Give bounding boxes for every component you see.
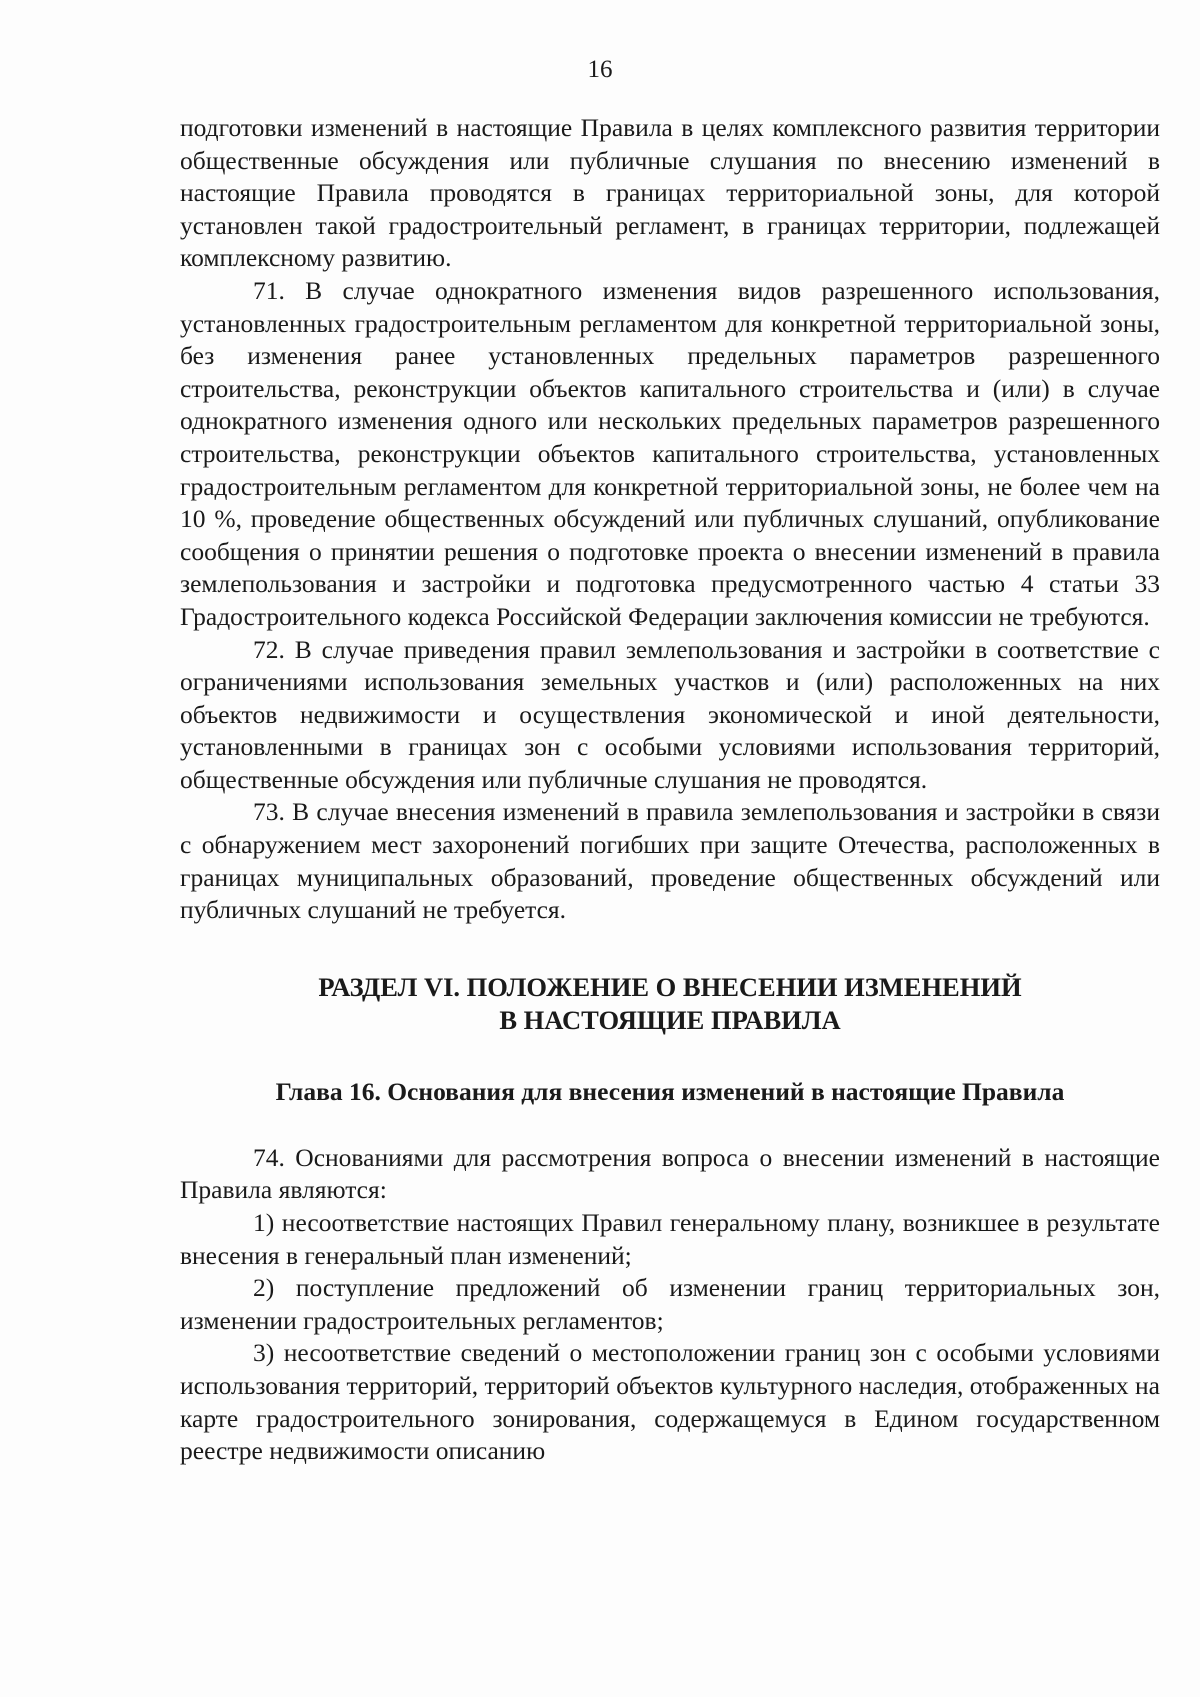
chapter-title: Глава 16. Основания для внесения изменений в настоящие Правила [275, 1076, 1065, 1106]
document-body [180, 112, 1160, 1468]
list-item-1: 1) несоответствие настоящих Правил генеральному плану, возникшее в результате внесения в генеральный план изменений; [180, 1208, 1160, 1270]
list-item-3: 3) несоответствие сведений о местоположении границ зон с особыми условиями использования территорий, территорий объектов культурного наследия, отображенных на карте градостроительного зонирования, содержащемуся в Едином государственном реестре недвижимости описанию [180, 1338, 1160, 1466]
section-title-line-2: В НАСТОЯЩИЕ ПРАВИЛА [499, 1004, 841, 1035]
list-item-2: 2) поступление предложений об изменении границ территориальных зон, изменении градостроительных регламентов; [180, 1273, 1160, 1335]
section-title [180, 971, 1160, 1037]
paragraph-71: 71. В случае однократного изменения видов разрешенного использования, установленных градостроительным регламентом для конкретной территориальной зоны, без изменения ранее установленных предельных параметров разрешенного строительства, реконструкции объектов капитального строительства и (или) в случае однократного изменения одного или нескольких предельных параметров разрешенного строительства, реконструкции объектов капитального строительства, установленных градостроительным регламентом для конкретной территориальной зоны, не более чем на 10 %, проведение общественных обсуждений или публичных слушаний, опубликование сообщения о принятии решения о подготовке проекта о внесении изменений в правила землепользования и застройки и подготовка предусмотренного частью 4 статьи 33 Градостроительного кодекса Российской Федерации заключения комиссии не требуются. [180, 275, 1160, 631]
paragraph-70-continuation: подготовки изменений в настоящие Правила в целях комплексного развития территории общественные обсуждения или публичные слушания по внесению изменений в настоящие Правила проводятся в границах территориальной зоны, для которой установлен такой градостроительный регламент, в границах территории, подлежащей комплексному развитию. [180, 113, 1160, 273]
paragraph-72: 72. В случае приведения правил землепользования и застройки в соответствие с ограничениями использования земельных участков и (или) расположенных на них объектов недвижимости и осуществления экономической и иной деятельности, установленными в границах зон с особыми условиями использования территорий, общественные обсуждения или публичные слушания не проводятся. [180, 634, 1160, 794]
page-number: 16 [587, 56, 613, 83]
paragraph-73: 73. В случае внесения изменений в правила землепользования и застройки в связи с обнаружением мест захоронений погибших при защите Отечества, расположенных в границах муниципальных образований, проведение общественных обсуждений или публичных слушаний не требуется. [180, 797, 1160, 925]
section-title-line-1: РАЗДЕЛ VI. ПОЛОЖЕНИЕ О ВНЕСЕНИИ ИЗМЕНЕНИЙ [318, 971, 1022, 1002]
paragraph-74: 74. Основаниями для рассмотрения вопроса о внесении изменений в настоящие Правила являются: [180, 1142, 1160, 1205]
